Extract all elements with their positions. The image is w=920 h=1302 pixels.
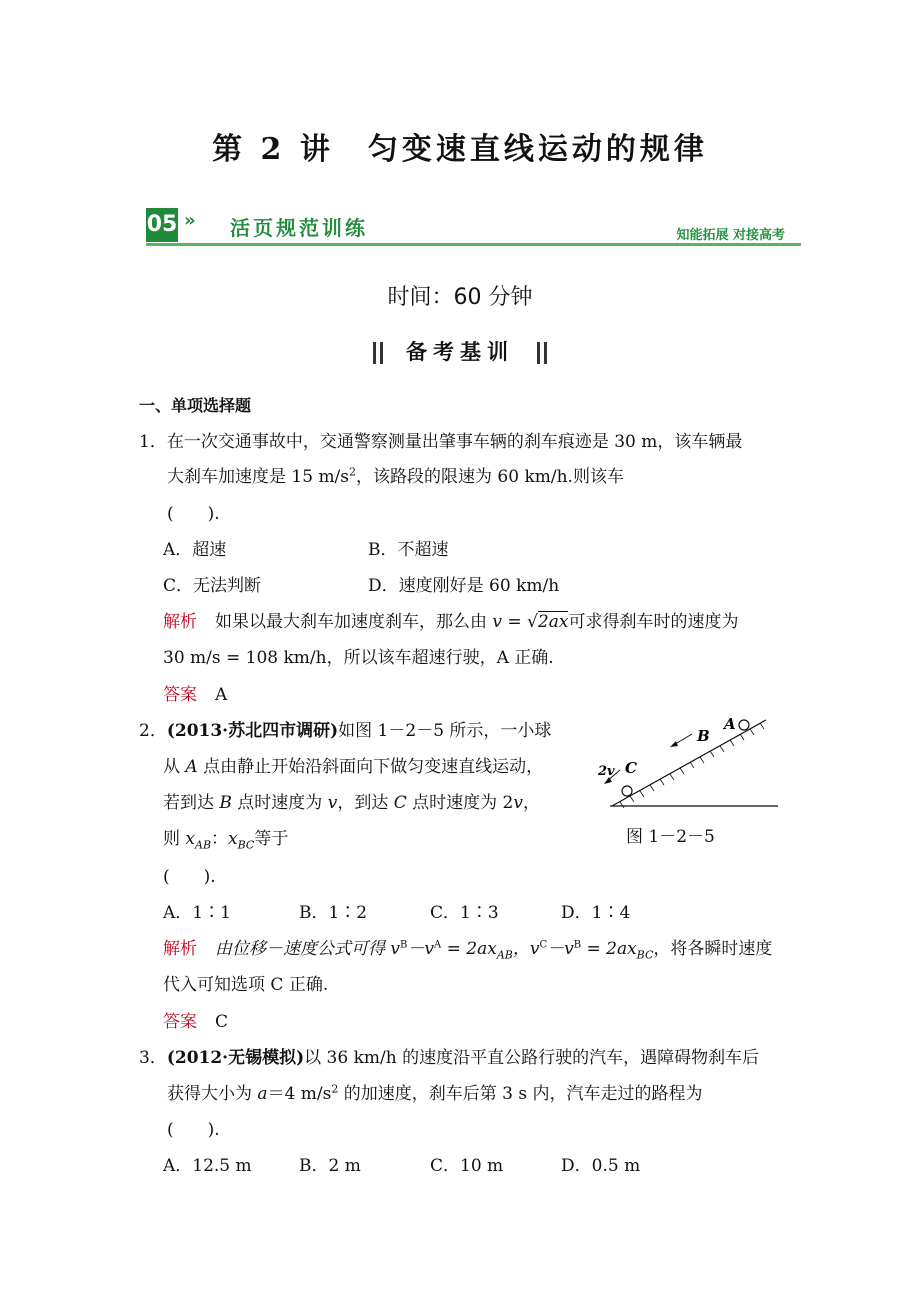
q2-text-4b: 等于 <box>254 829 289 849</box>
figure-ball-bottom <box>622 786 632 796</box>
q1-option-d: D．速度刚好是 60 km/h <box>368 576 560 596</box>
q1-text-2a: 大刹车加速度是 15 m/s <box>167 467 350 487</box>
banner-underline <box>146 243 801 246</box>
q2-ana-1e: －v <box>547 939 574 959</box>
q3-number: 3． <box>139 1048 167 1068</box>
q2-ana-1d: ，v <box>512 939 540 959</box>
q3-text-2a: 获得大小为 <box>167 1084 258 1104</box>
q3-option-d: D．0.5 m <box>561 1156 641 1176</box>
q3-text-2b: ＝4 m/s <box>267 1084 332 1104</box>
q2-ana-s2: A <box>433 939 442 951</box>
q2-answer-line <box>163 1007 228 1032</box>
q1-analysis-radicand: 2ax <box>537 612 569 632</box>
q2-var-a: A <box>185 757 198 777</box>
q3-option-a: A．12.5 m <box>163 1156 252 1176</box>
q2-ana-s4: B <box>573 939 582 951</box>
q2-ana-1f: = 2ax <box>581 939 637 959</box>
q2-answer-label: 答案 <box>163 1012 197 1032</box>
q3-text-2c: 的加速度，刹车后第 3 s 内，汽车走过的路程为 <box>338 1084 703 1104</box>
q2-text-1: 如图 1－2－5 所示，一小球 <box>338 721 552 741</box>
q3-text-1: 以 36 km/h 的速度沿平直公路行驶的汽车，遇障碍物刹车后 <box>304 1048 760 1068</box>
q2-var-x1: x <box>185 829 195 849</box>
q2-var-c: C <box>393 793 407 813</box>
q1-line-1 <box>139 427 742 452</box>
q2-option-b: B．1∶2 <box>299 903 368 923</box>
q1-answer-label: 答案 <box>163 685 197 705</box>
q2-var-x2: x <box>228 829 238 849</box>
banner-arrow-icon: » <box>184 210 196 231</box>
q1-option-a: A．超速 <box>163 540 227 560</box>
q2-sub-ab: AB <box>195 838 212 852</box>
q2-option-d: D．1∶4 <box>561 903 631 923</box>
page-title: 第 2 讲 匀变速直线运动的规律 <box>212 132 708 167</box>
q2-ana-sub2: BC <box>636 948 654 962</box>
section-bar-right-2 <box>544 342 547 364</box>
q3-var-a: a <box>257 1084 268 1104</box>
q2-text-3d: 点时速度为 2 <box>406 793 514 813</box>
q2-ana-sub1: AB <box>496 948 513 962</box>
q1-analysis-eq: = <box>502 612 528 632</box>
q2-text-3a: 若到达 <box>163 793 220 813</box>
figure-label-b: B <box>697 727 710 745</box>
q2-analysis-label: 解析 <box>163 939 197 959</box>
q1-answer-line <box>163 680 227 705</box>
q2-option-c: C．1∶3 <box>430 903 499 923</box>
q3-paren: ( ). <box>167 1120 220 1140</box>
section-title-text: 备考基训 <box>406 340 514 364</box>
q3-sup: 2 <box>331 1082 339 1096</box>
banner-right-label: 知能拓展 对接高考 <box>676 228 785 243</box>
figure-label-a: A <box>724 715 736 733</box>
q2-number: 2． <box>139 721 167 741</box>
figure-arrowhead-b <box>670 741 678 747</box>
q2-option-a: A．1∶1 <box>163 903 231 923</box>
q1-text-2b: ，该路段的限速为 60 km/h.则该车 <box>356 467 624 487</box>
q2-figure-caption: 图 1－2－5 <box>626 827 715 847</box>
q2-line-2 <box>163 752 543 777</box>
q1-text-2-sup: 2 <box>349 465 357 479</box>
question-group-heading: 一、单项选择题 <box>139 396 252 415</box>
section-bar-left <box>373 342 376 364</box>
q2-var-v2: v <box>513 793 523 813</box>
q2-text-3e: ， <box>522 793 540 813</box>
figure-incline-hatching <box>620 723 764 808</box>
q1-option-c: C．无法判断 <box>163 576 262 596</box>
q1-line-2 <box>167 462 624 487</box>
q2-sub-bc: BC <box>237 838 255 852</box>
q2-text-2a: 从 <box>163 757 186 777</box>
q2-line-1 <box>139 716 551 741</box>
section-banner <box>146 206 801 246</box>
q1-text-1: 在一次交通事故中，交通警察测量出肇事车辆的刹车痕迹是 30 m，该车辆最 <box>166 432 743 452</box>
q2-analysis-line-2: 代入可知选项 C 正确. <box>163 975 329 995</box>
q2-ana-1g: ，将各瞬时速度 <box>653 939 773 959</box>
banner-number: 05 <box>146 208 178 242</box>
q2-analysis-line-1 <box>163 934 772 961</box>
q2-incline-figure <box>600 712 790 818</box>
q2-ana-1: 由位移－速度公式可得 v <box>215 939 401 959</box>
q2-text-4a: 则 <box>163 829 186 849</box>
time-limit: 时间：60 分钟 <box>387 285 533 310</box>
q2-answer: C <box>215 1012 229 1032</box>
q1-analysis-label: 解析 <box>163 612 197 632</box>
q2-paren: ( ). <box>163 867 216 887</box>
q3-source: (2012·无锡模拟) <box>166 1048 305 1068</box>
q1-analysis-text-1a: 如果以最大刹车加速度刹车，那么由 <box>215 612 493 632</box>
q1-analysis-sqrt-icon: √ <box>527 612 538 632</box>
q2-text-3c: ，到达 <box>337 793 394 813</box>
q3-line-1 <box>139 1043 759 1068</box>
q1-paren: ( ). <box>167 504 220 524</box>
figure-label-2v: 2v <box>598 764 615 779</box>
q2-text-3b: 点时速度为 <box>231 793 328 813</box>
q1-analysis-line-2: 30 m/s = 108 km/h，所以该车超速行驶，A 正确. <box>163 648 554 668</box>
q2-ana-s3: C <box>539 939 548 951</box>
q3-line-2 <box>167 1079 703 1104</box>
q2-text-2b: 点由静止开始沿斜面向下做匀变速直线运动， <box>197 757 544 777</box>
section-bar-left-2 <box>380 342 383 364</box>
q2-ana-s1: B <box>400 939 408 951</box>
section-title <box>0 336 920 366</box>
q2-line-3 <box>163 788 540 813</box>
q1-analysis-text-1b: 可求得刹车时的速度为 <box>568 612 739 632</box>
q3-option-b: B．2 m <box>299 1156 361 1176</box>
q2-var-v: v <box>327 793 338 813</box>
q1-number: 1． <box>139 432 167 452</box>
section-bar-right <box>537 342 540 364</box>
q1-answer: A <box>215 685 228 705</box>
figure-ball-top <box>739 720 749 730</box>
q2-ana-1c: = 2ax <box>441 939 497 959</box>
banner-label: 活页规范训练 <box>230 216 368 240</box>
figure-label-c: C <box>625 759 637 777</box>
q2-line-4 <box>163 824 288 851</box>
q2-source: (2013·苏北四市调研) <box>166 721 339 741</box>
q1-analysis-line-1 <box>163 607 738 632</box>
q1-option-b: B．不超速 <box>368 540 449 560</box>
q2-ana-1b: －v <box>407 939 434 959</box>
q2-var-b: B <box>219 793 232 813</box>
q3-option-c: C．10 m <box>430 1156 504 1176</box>
q1-analysis-var-v: v <box>492 612 503 632</box>
q2-ratio-sign: ： <box>211 829 229 849</box>
